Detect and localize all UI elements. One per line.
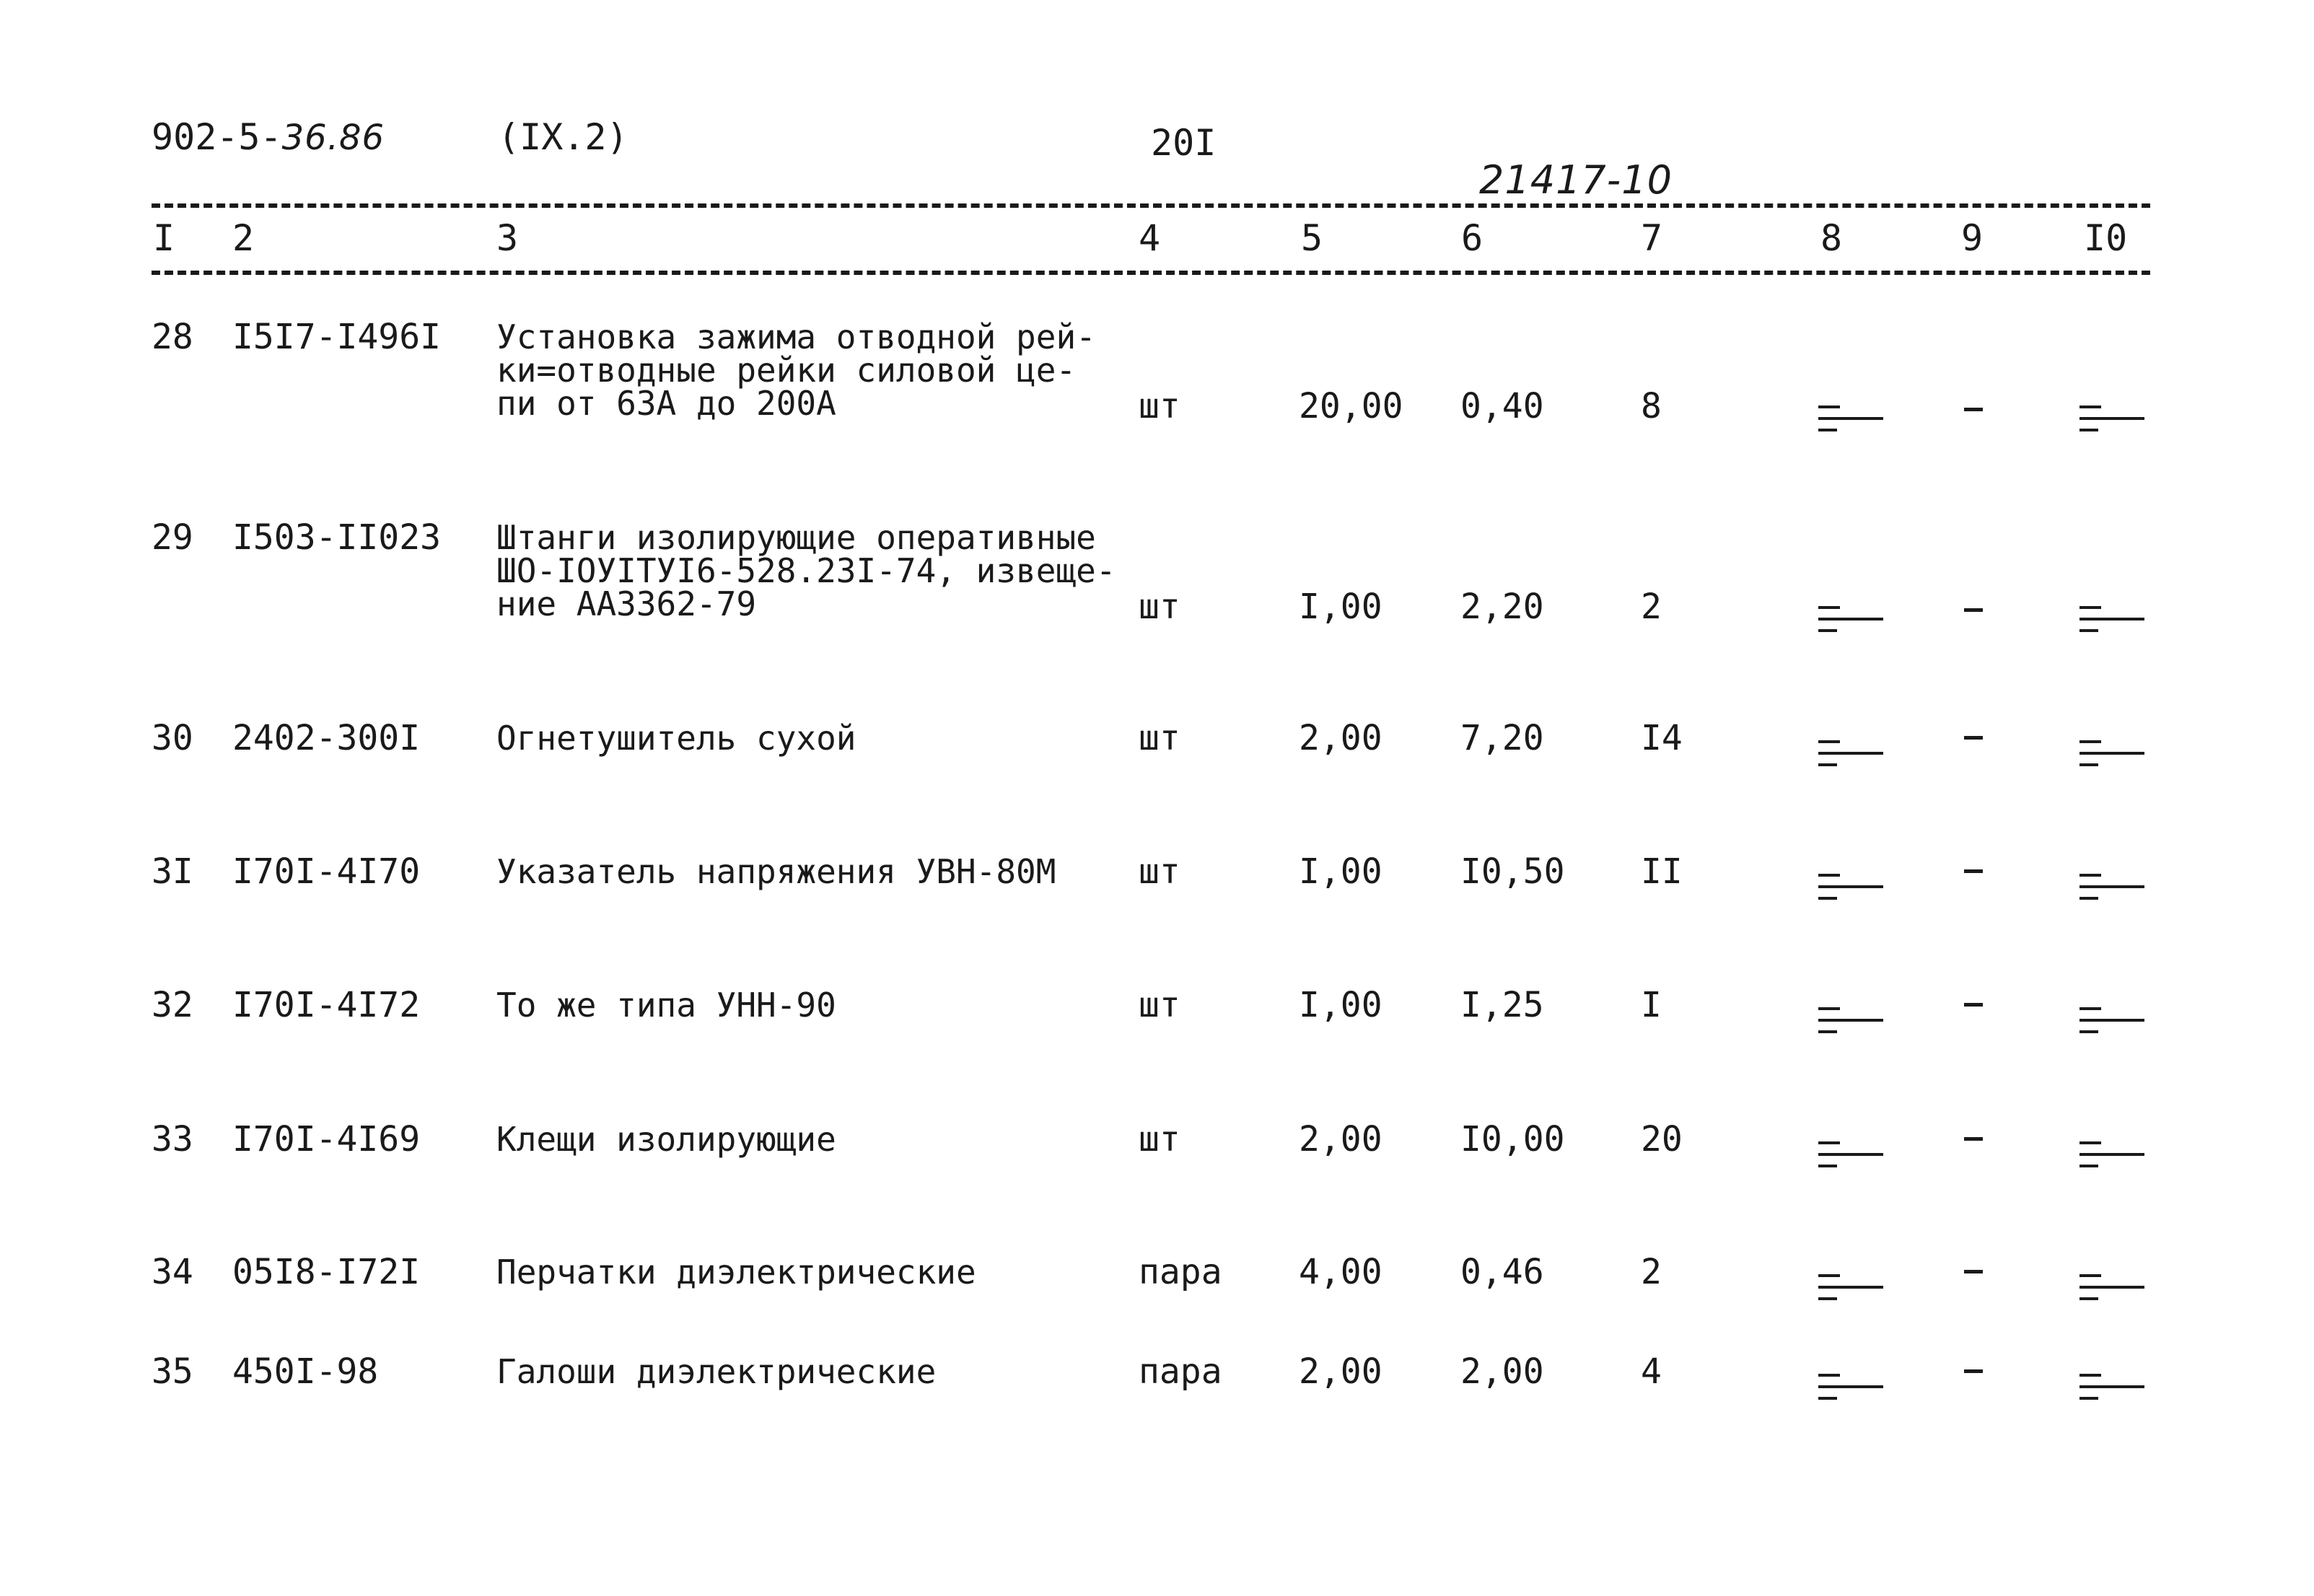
row-code: I70I-4I70 [232, 851, 421, 892]
row-total: I [1641, 985, 1662, 1025]
row-price: I0,50 [1460, 851, 1565, 892]
row-number: 32 [152, 985, 193, 1025]
doc-code [152, 115, 385, 159]
row-unit: пара [1139, 1252, 1222, 1292]
ditto-mark [1818, 1371, 1883, 1400]
dash-mark [1964, 736, 1983, 740]
ditto-mark [1818, 403, 1883, 431]
row-number: 30 [152, 718, 193, 758]
ditto-mark [1818, 1139, 1883, 1167]
ditto-mark [2079, 737, 2144, 766]
ditto-mark [1818, 1271, 1883, 1300]
row-quantity: 20,00 [1299, 386, 1403, 426]
row-description: Огнетушитель сухой [496, 719, 856, 758]
column-number: 5 [1301, 217, 1323, 259]
row-number: 28 [152, 317, 193, 357]
row-price: 0,40 [1460, 386, 1544, 426]
stamp-number: 21417-10 [1479, 157, 1673, 203]
row-description: Клещи изолирующие [496, 1120, 836, 1159]
row-description: Указатель напряжения УВН-80М [496, 852, 1056, 891]
ditto-mark [1818, 603, 1883, 632]
column-number: I0 [2084, 217, 2128, 259]
header-rule-top [152, 203, 2150, 208]
row-quantity: I,00 [1299, 851, 1382, 892]
row-code: I503-II023 [232, 517, 441, 558]
column-number: 9 [1961, 217, 1984, 259]
ditto-mark [1818, 871, 1883, 900]
row-price: 2,20 [1460, 587, 1544, 627]
ditto-mark [2079, 1371, 2144, 1400]
column-number: 7 [1641, 217, 1663, 259]
row-number: 34 [152, 1252, 193, 1292]
dash-mark [1964, 1003, 1983, 1007]
row-description: Галоши диэлектрические [496, 1352, 937, 1391]
row-unit: шт [1139, 985, 1180, 1025]
row-code: 2402-300I [232, 718, 421, 758]
row-total: 8 [1641, 386, 1662, 426]
column-number: 2 [232, 217, 255, 259]
row-unit: пара [1139, 1351, 1222, 1392]
row-price: I,25 [1460, 985, 1544, 1025]
row-quantity: I,00 [1299, 587, 1382, 627]
row-quantity: I,00 [1299, 985, 1382, 1025]
row-code: 05I8-I72I [232, 1252, 421, 1292]
row-unit: шт [1139, 851, 1180, 892]
doc-code-printed: 902-5- [152, 116, 282, 158]
row-quantity: 2,00 [1299, 718, 1382, 758]
column-number: 8 [1820, 217, 1843, 259]
row-description: Установка зажима отводной рей- ки=отводные рейки силовой це- пи от 63А до 200А [496, 317, 1096, 423]
dash-mark [1964, 1270, 1983, 1273]
row-number: 3I [152, 851, 193, 892]
ditto-mark [2079, 871, 2144, 900]
column-number: 4 [1139, 217, 1161, 259]
header-rule-bottom [152, 271, 2150, 275]
row-code: I5I7-I496I [232, 317, 441, 357]
row-total: 2 [1641, 587, 1662, 627]
row-description: То же типа УНН-90 [496, 986, 836, 1025]
ditto-mark [2079, 1139, 2144, 1167]
row-price: I0,00 [1460, 1119, 1565, 1159]
column-number: I [153, 217, 175, 259]
ditto-mark [2079, 603, 2144, 632]
row-unit: шт [1139, 386, 1180, 426]
row-price: 2,00 [1460, 1351, 1544, 1392]
row-quantity: 4,00 [1299, 1252, 1382, 1292]
row-number: 33 [152, 1119, 193, 1159]
ditto-mark [1818, 1004, 1883, 1033]
row-price: 0,46 [1460, 1252, 1544, 1292]
row-quantity: 2,00 [1299, 1119, 1382, 1159]
row-total: I4 [1641, 718, 1683, 758]
row-code: I70I-4I72 [232, 985, 421, 1025]
row-total: II [1641, 851, 1683, 892]
row-description: Перчатки диэлектрические [496, 1253, 976, 1292]
row-total: 20 [1641, 1119, 1683, 1159]
row-code: I70I-4I69 [232, 1119, 421, 1159]
ditto-mark [2079, 403, 2144, 431]
row-unit: шт [1139, 1119, 1180, 1159]
row-total: 2 [1641, 1252, 1662, 1292]
row-number: 35 [152, 1351, 193, 1392]
section-label: (IX.2) [498, 116, 628, 158]
row-unit: шт [1139, 718, 1180, 758]
dash-mark [1964, 608, 1983, 612]
row-number: 29 [152, 517, 193, 558]
row-unit: шт [1139, 587, 1180, 627]
ditto-mark [2079, 1271, 2144, 1300]
ditto-mark [1818, 737, 1883, 766]
column-number: 3 [496, 217, 519, 259]
doc-code-handwritten: 36.86 [281, 118, 385, 158]
dash-mark [1964, 869, 1983, 873]
row-total: 4 [1641, 1351, 1662, 1392]
row-price: 7,20 [1460, 718, 1544, 758]
column-number: 6 [1461, 217, 1483, 259]
row-quantity: 2,00 [1299, 1351, 1382, 1392]
row-description: Штанги изолирующие оперативные ШО-IОУIТУI6-528.23I-74, извеще- ние АА3362-79 [496, 518, 1116, 623]
row-code: 450I-98 [232, 1351, 379, 1392]
ditto-mark [2079, 1004, 2144, 1033]
dash-mark [1964, 1369, 1983, 1373]
dash-mark [1964, 1137, 1983, 1141]
page-number: 20I [1151, 122, 1217, 164]
dash-mark [1964, 408, 1983, 411]
